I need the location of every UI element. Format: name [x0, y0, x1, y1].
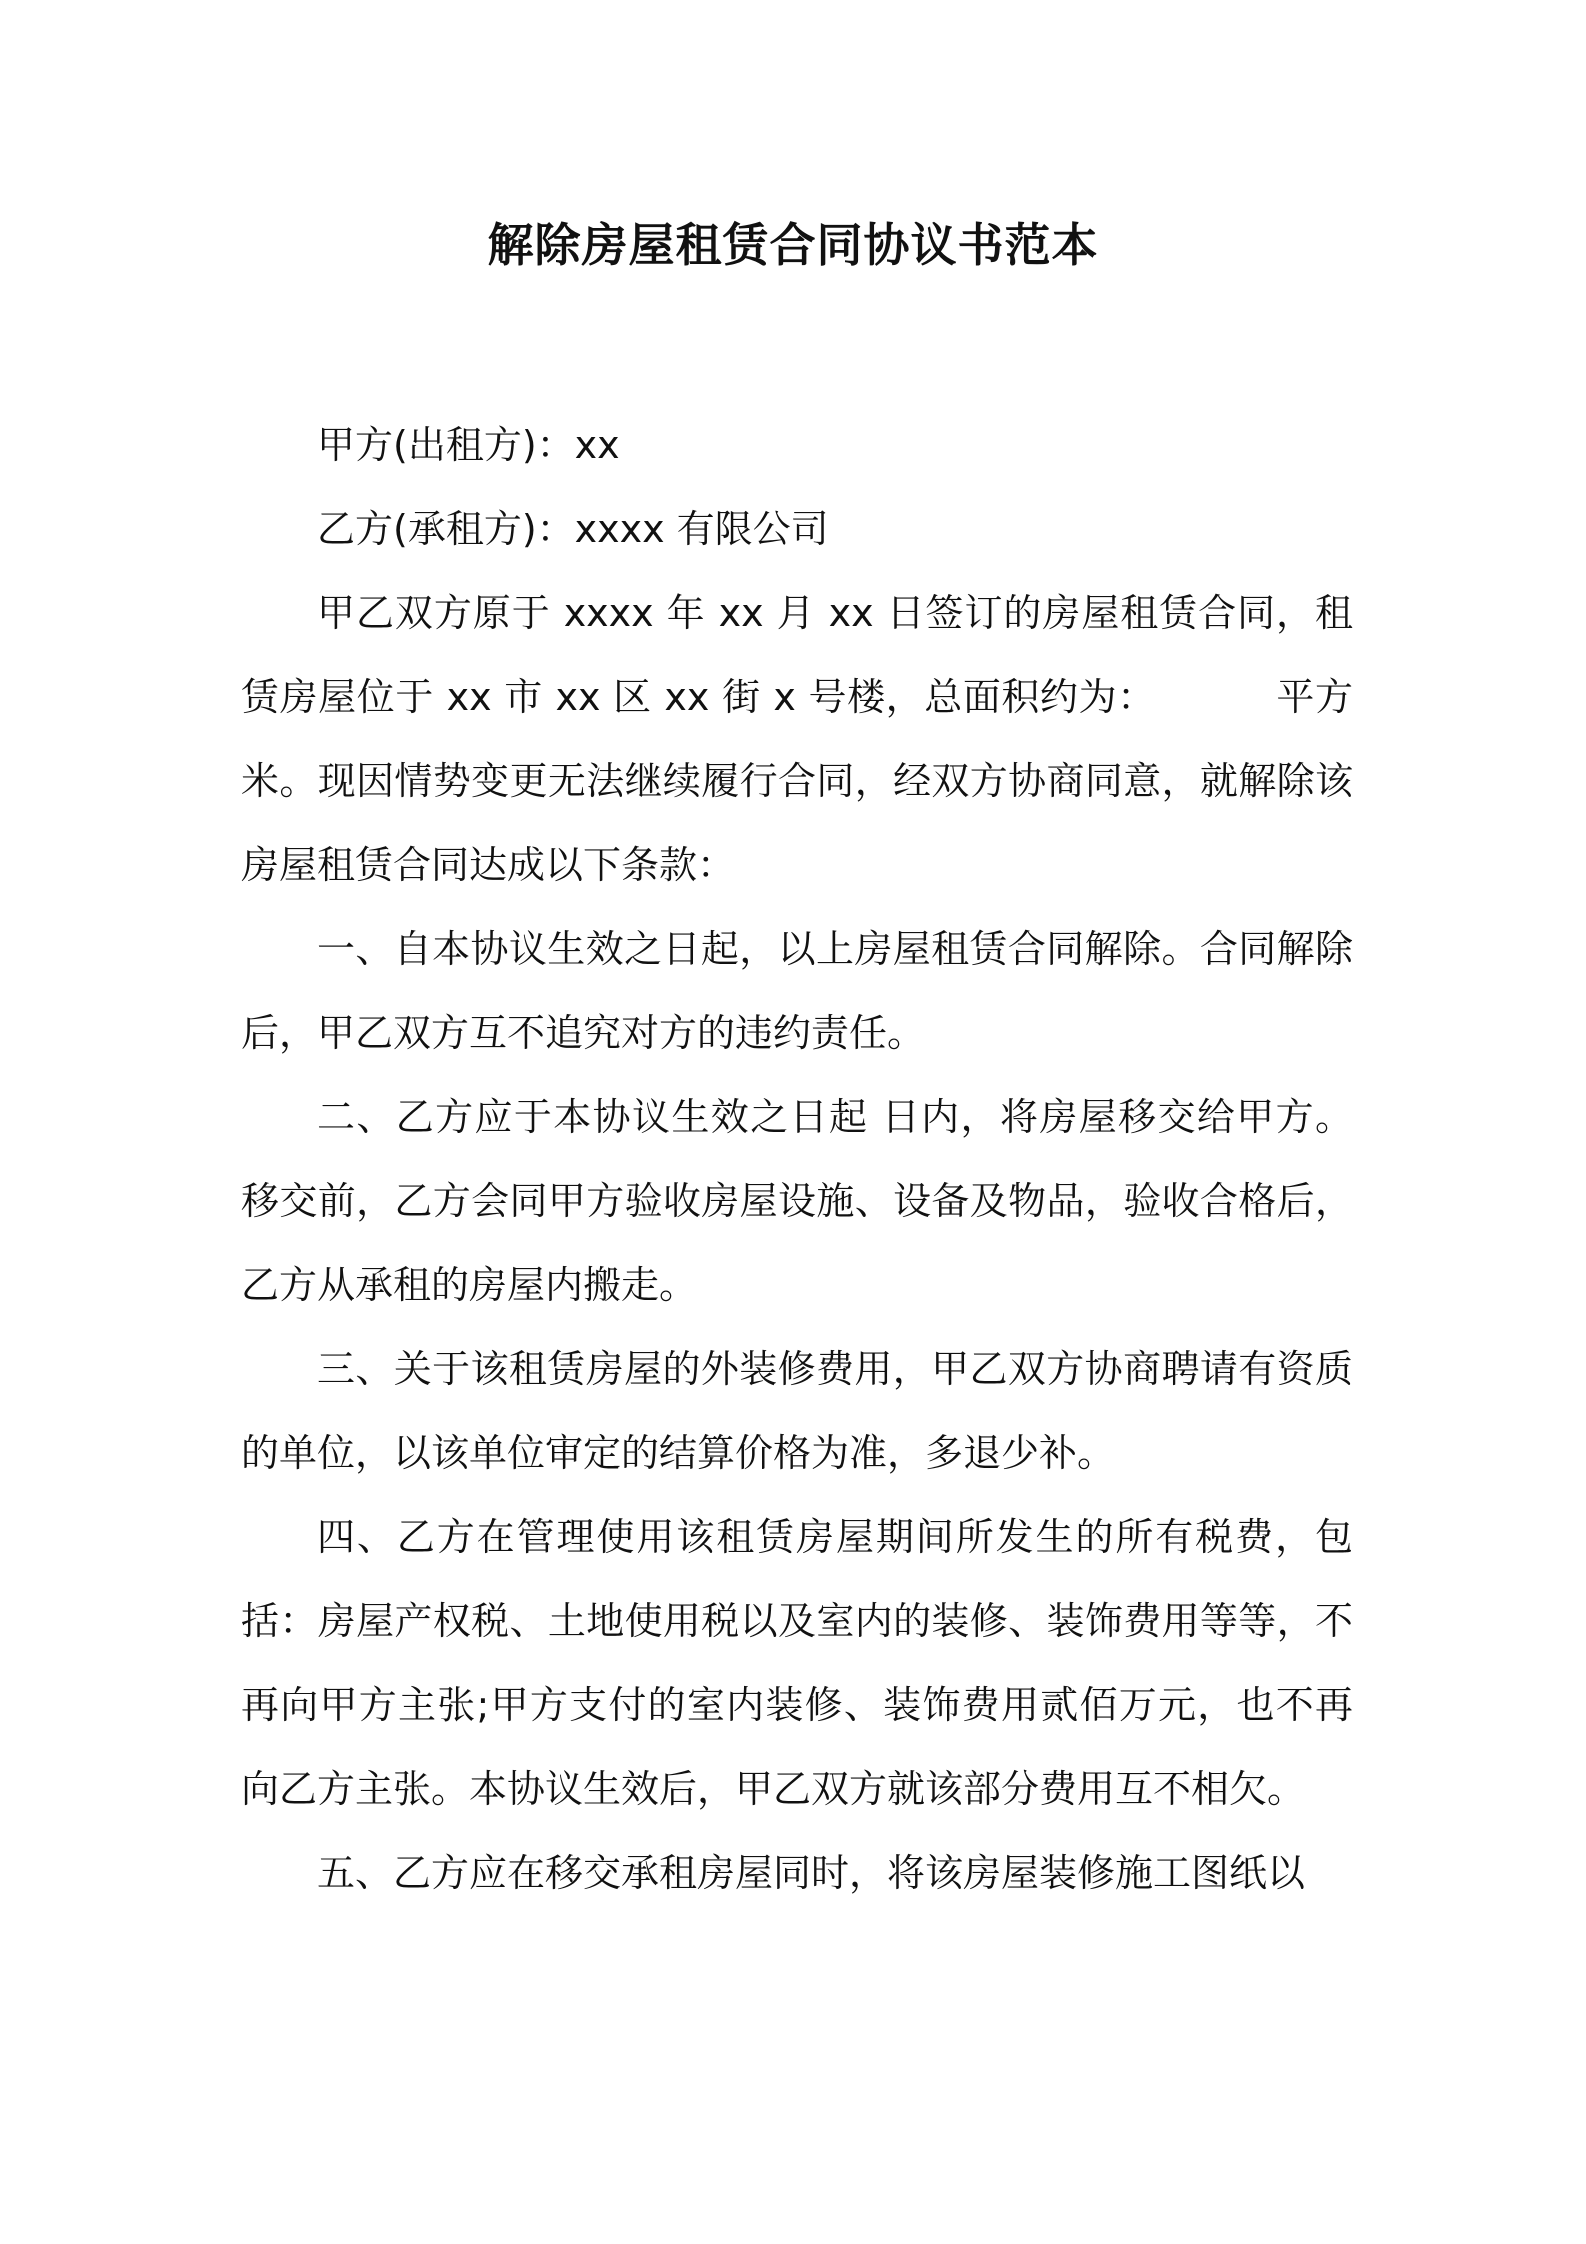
document-body: [241, 403, 1353, 1915]
clause-5: 五、乙方应在移交承租房屋同时，将该房屋装修施工图纸以: [317, 1851, 1306, 1895]
clause-1: 一、自本协议生效之日起，以上房屋租赁合同解除。合同解除后，甲乙双方互不追究对方的违约责任。: [241, 927, 1353, 1055]
intro-text-part-2: 平方米。现因情势变更无法继续履行合同，经双方协商同意，就解除该房屋租赁合同达成以下条款：: [241, 675, 1353, 887]
clause-2: 二、乙方应于本协议生效之日起 日内，将房屋移交给甲方。移交前，乙方会同甲方验收房屋设施、设备及物品，验收合格后，乙方从承租的房屋内搬走。: [241, 1095, 1353, 1307]
intro-text-part-1: 甲乙双方原于 xxxx 年 xx 月 xx 日签订的房屋租赁合同，租赁房屋位于 xx 市 xx 区 xx 街 x 号楼，总面积约为：: [241, 591, 1353, 719]
clause-4: 四、乙方在管理使用该租赁房屋期间所发生的所有税费，包括：房屋产权税、土地使用税以及室内的装修、装饰费用等等，不再向甲方主张;甲方支付的室内装修、装饰费用贰佰万元，也不再向乙方主张。本协议生效后，甲乙双方就该部分费用互不相欠。: [241, 1515, 1353, 1811]
clause-3: 三、关于该租赁房屋的外装修费用，甲乙双方协商聘请有资质的单位，以该单位审定的结算价格为准，多退少补。: [241, 1347, 1353, 1475]
party-b-line: 乙方(承租方)：xxxx 有限公司: [317, 507, 829, 551]
party-a-line: 甲方(出租方)：xx: [317, 423, 620, 467]
document-title: 解除房屋租赁合同协议书范本: [487, 218, 1099, 272]
intro-paragraph: [241, 571, 1353, 907]
